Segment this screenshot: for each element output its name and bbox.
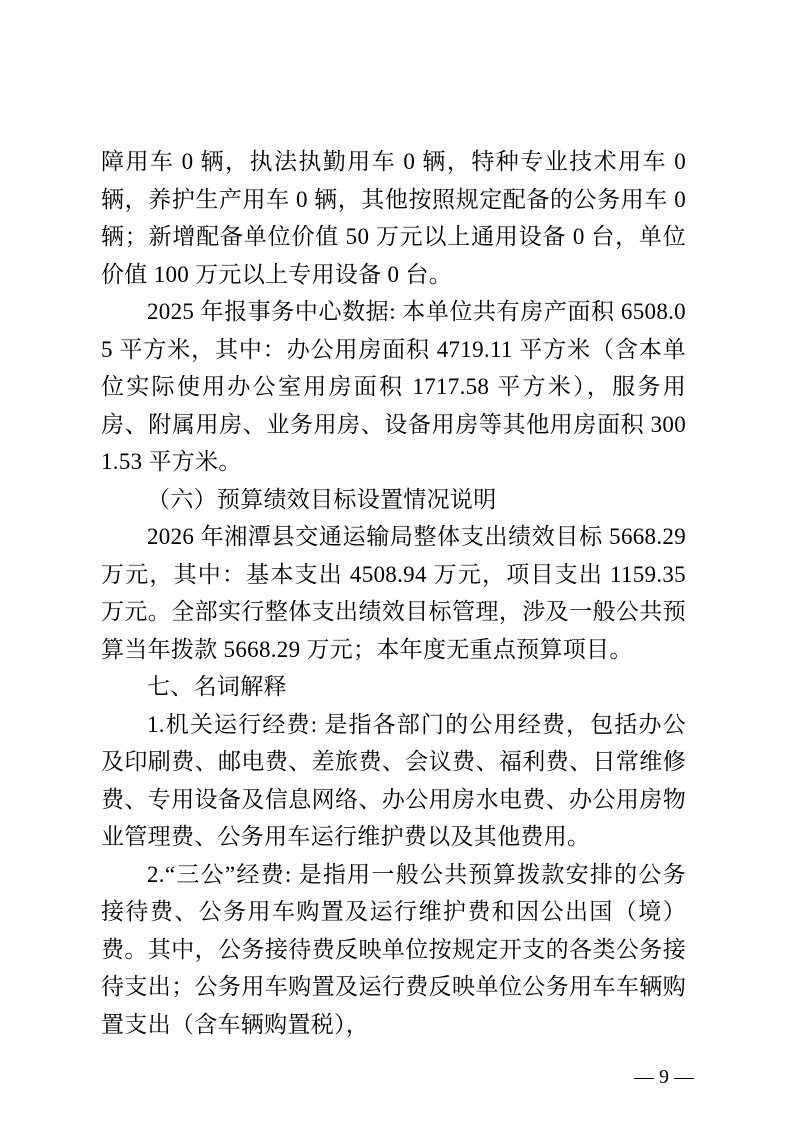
- paragraph-term-three-public-funds: 2.“三公”经费: 是指用一般公共预算拨款安排的公务接待费、公务用车购置及运行维护费和因公出国（境）费。其中，公务接待费反映单位按规定开支的各类公务接待支出；公务用车购置及运行费反映单位公务用车车辆购置支出（含车辆购置税），: [101, 861, 686, 1037]
- heading-section-6-budget-performance: （六）预算绩效目标设置情况说明: [147, 486, 497, 512]
- page-number: — 9 —: [634, 1066, 694, 1088]
- heading-section-7-glossary: 七、名词解释: [147, 673, 287, 699]
- paragraph-property-area: 2025 年报事务中心数据: 本单位共有房产面积 6508.05 平方米，其中：办公用房面积 4719.11 平方米（含本单位实际使用办公室用房面积 1717.58 平方米），服务用房、附属用房、业务用房、设备用房等其他用房面积 3001.53 平方米。: [101, 299, 686, 474]
- paragraph-vehicle-equipment: 障用车 0 辆，执法执勤用车 0 辆，特种专业技术用车 0 辆，养护生产用车 0 辆，其他按照规定配备的公务用车 0 辆；新增配备单位价值 50 万元以上通用设备 0 台，单位价值 100 万元以上专用设备 0 台。: [101, 149, 686, 287]
- paragraph-performance-targets: 2026 年湘潭县交通运输局整体支出绩效目标 5668.29 万元，其中：基本支出 4508.94 万元，项目支出 1159.35 万元。全部实行整体支出绩效目标管理，涉及一般公共预算当年拨款 5668.29 万元；本年度无重点预算项目。: [101, 524, 686, 662]
- document-body: [101, 143, 686, 1043]
- page-footer: [614, 1041, 694, 1113]
- paragraph-term-agency-operating-funds: 1.机关运行经费: 是指各部门的公用经费，包括办公及印刷费、邮电费、差旅费、会议费、福利费、日常维修费、专用设备及信息网络、办公用房水电费、办公用房物业管理费、公务用车运行维护费以及其他费用。: [101, 711, 686, 849]
